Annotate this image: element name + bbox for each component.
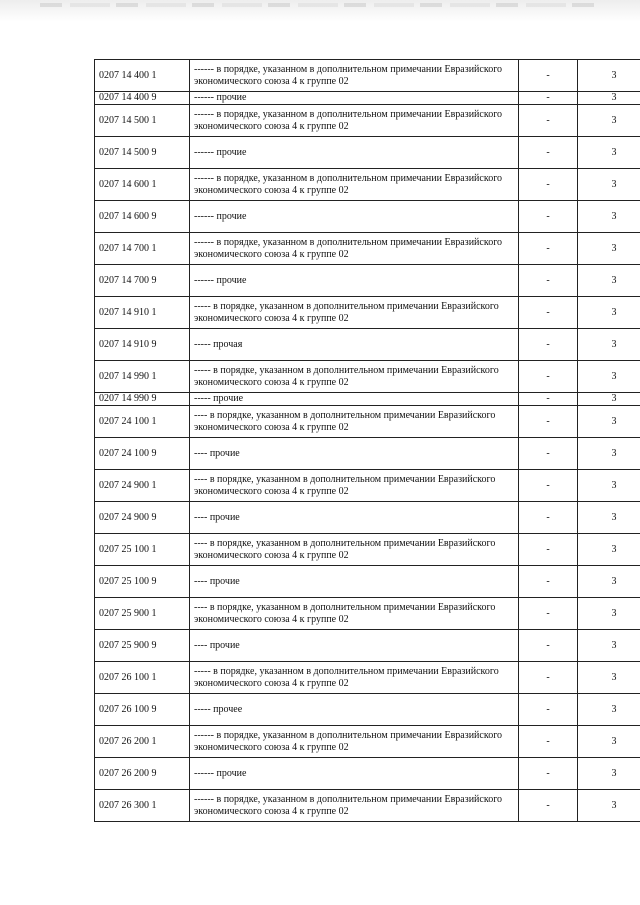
rate-column-2: 3 <box>578 470 640 502</box>
rate-column-1: - <box>519 60 578 92</box>
rate-column-1: - <box>519 438 578 470</box>
rate-column-2: 3 <box>578 297 640 329</box>
commodity-description: ---- в порядке, указанном в дополнительном примечании Евразийского экономического союза 4 к группе 02 <box>190 598 519 630</box>
rate-column-2: 3 <box>578 790 640 822</box>
commodity-code: 0207 14 700 1 <box>95 233 190 265</box>
commodity-code: 0207 25 900 9 <box>95 630 190 662</box>
commodity-code: 0207 26 200 1 <box>95 726 190 758</box>
commodity-code: 0207 24 900 9 <box>95 502 190 534</box>
table-row <box>95 361 640 393</box>
commodity-description: ------ прочие <box>190 137 519 169</box>
commodity-code: 0207 14 910 9 <box>95 329 190 361</box>
rate-column-2: 3 <box>578 694 640 726</box>
rate-column-1: - <box>519 169 578 201</box>
commodity-description: ------ в порядке, указанном в дополнительном примечании Евразийского экономического союза 4 к группе 02 <box>190 105 519 137</box>
table-row <box>95 201 640 233</box>
commodity-code: 0207 14 990 9 <box>95 393 190 406</box>
commodity-description: ----- прочее <box>190 694 519 726</box>
commodity-description: ------ прочие <box>190 201 519 233</box>
commodity-code: 0207 26 300 1 <box>95 790 190 822</box>
rate-column-2: 3 <box>578 566 640 598</box>
table-row <box>95 265 640 297</box>
rate-column-2: 3 <box>578 598 640 630</box>
commodity-code: 0207 24 900 1 <box>95 470 190 502</box>
rate-column-2: 3 <box>578 393 640 406</box>
rate-column-2: 3 <box>578 92 640 105</box>
commodity-description: ------ в порядке, указанном в дополнительном примечании Евразийского экономического союза 4 к группе 02 <box>190 726 519 758</box>
commodity-description: ----- в порядке, указанном в дополнительном примечании Евразийского экономического союза 4 к группе 02 <box>190 361 519 393</box>
commodity-code: 0207 25 100 9 <box>95 566 190 598</box>
commodity-code: 0207 14 500 9 <box>95 137 190 169</box>
commodity-description: ---- в порядке, указанном в дополнительном примечании Евразийского экономического союза 4 к группе 02 <box>190 406 519 438</box>
commodity-description: ------ прочие <box>190 92 519 105</box>
commodity-code: 0207 25 100 1 <box>95 534 190 566</box>
rate-column-1: - <box>519 566 578 598</box>
commodity-code: 0207 24 100 9 <box>95 438 190 470</box>
table-row <box>95 534 640 566</box>
rate-column-2: 3 <box>578 758 640 790</box>
rate-column-1: - <box>519 137 578 169</box>
commodity-description: ------ прочие <box>190 265 519 297</box>
table-row <box>95 92 640 105</box>
scan-edge-shadow <box>0 0 640 22</box>
table-row <box>95 169 640 201</box>
rate-column-2: 3 <box>578 726 640 758</box>
table-row <box>95 470 640 502</box>
commodity-code: 0207 14 990 1 <box>95 361 190 393</box>
rate-column-2: 3 <box>578 105 640 137</box>
rate-column-1: - <box>519 726 578 758</box>
commodity-code: 0207 14 600 9 <box>95 201 190 233</box>
rate-column-2: 3 <box>578 438 640 470</box>
rate-column-2: 3 <box>578 361 640 393</box>
rate-column-1: - <box>519 406 578 438</box>
rate-column-1: - <box>519 694 578 726</box>
rate-column-1: - <box>519 201 578 233</box>
rate-column-1: - <box>519 502 578 534</box>
commodity-description: ------ в порядке, указанном в дополнительном примечании Евразийского экономического союза 4 к группе 02 <box>190 60 519 92</box>
table-row <box>95 790 640 822</box>
rate-column-1: - <box>519 470 578 502</box>
rate-column-1: - <box>519 297 578 329</box>
commodity-description: ---- в порядке, указанном в дополнительном примечании Евразийского экономического союза 4 к группе 02 <box>190 470 519 502</box>
rate-column-1: - <box>519 790 578 822</box>
commodity-code: 0207 14 700 9 <box>95 265 190 297</box>
table-row <box>95 758 640 790</box>
commodity-description: ----- прочие <box>190 393 519 406</box>
commodity-code: 0207 14 500 1 <box>95 105 190 137</box>
table-row <box>95 329 640 361</box>
rate-column-1: - <box>519 630 578 662</box>
table-row <box>95 393 640 406</box>
table-row <box>95 630 640 662</box>
table-row <box>95 566 640 598</box>
table-row <box>95 726 640 758</box>
commodity-code: 0207 14 600 1 <box>95 169 190 201</box>
rate-column-1: - <box>519 105 578 137</box>
commodity-code: 0207 14 910 1 <box>95 297 190 329</box>
rate-column-2: 3 <box>578 233 640 265</box>
commodity-description: ---- прочие <box>190 566 519 598</box>
rate-column-2: 3 <box>578 169 640 201</box>
commodity-code: 0207 25 900 1 <box>95 598 190 630</box>
tariff-table <box>94 59 640 822</box>
rate-column-2: 3 <box>578 265 640 297</box>
rate-column-1: - <box>519 393 578 406</box>
rate-column-1: - <box>519 265 578 297</box>
table-row <box>95 137 640 169</box>
rate-column-1: - <box>519 361 578 393</box>
commodity-description: ----- в порядке, указанном в дополнительном примечании Евразийского экономического союза 4 к группе 02 <box>190 297 519 329</box>
table-row <box>95 662 640 694</box>
rate-column-2: 3 <box>578 630 640 662</box>
rate-column-1: - <box>519 233 578 265</box>
table-row <box>95 598 640 630</box>
rate-column-2: 3 <box>578 502 640 534</box>
rate-column-1: - <box>519 598 578 630</box>
commodity-description: ------ в порядке, указанном в дополнительном примечании Евразийского экономического союза 4 к группе 02 <box>190 233 519 265</box>
rate-column-2: 3 <box>578 534 640 566</box>
commodity-description: ----- прочая <box>190 329 519 361</box>
commodity-description: ----- в порядке, указанном в дополнительном примечании Евразийского экономического союза 4 к группе 02 <box>190 662 519 694</box>
commodity-description: ---- в порядке, указанном в дополнительном примечании Евразийского экономического союза 4 к группе 02 <box>190 534 519 566</box>
rate-column-1: - <box>519 758 578 790</box>
rate-column-2: 3 <box>578 662 640 694</box>
table-row <box>95 502 640 534</box>
commodity-description: ------ прочие <box>190 758 519 790</box>
commodity-description: ------ в порядке, указанном в дополнительном примечании Евразийского экономического союза 4 к группе 02 <box>190 790 519 822</box>
commodity-code: 0207 14 400 9 <box>95 92 190 105</box>
rate-column-1: - <box>519 329 578 361</box>
rate-column-2: 3 <box>578 329 640 361</box>
rate-column-2: 3 <box>578 201 640 233</box>
table-row <box>95 438 640 470</box>
rate-column-1: - <box>519 662 578 694</box>
table-row <box>95 105 640 137</box>
commodity-description: ---- прочие <box>190 630 519 662</box>
rate-column-1: - <box>519 534 578 566</box>
table-row <box>95 694 640 726</box>
table-row <box>95 233 640 265</box>
commodity-description: ---- прочие <box>190 438 519 470</box>
commodity-code: 0207 26 100 9 <box>95 694 190 726</box>
table-row <box>95 406 640 438</box>
rate-column-2: 3 <box>578 406 640 438</box>
table-row <box>95 60 640 92</box>
rate-column-2: 3 <box>578 137 640 169</box>
rate-column-2: 3 <box>578 60 640 92</box>
commodity-code: 0207 26 200 9 <box>95 758 190 790</box>
rate-column-1: - <box>519 92 578 105</box>
commodity-code: 0207 24 100 1 <box>95 406 190 438</box>
commodity-code: 0207 26 100 1 <box>95 662 190 694</box>
table-row <box>95 297 640 329</box>
commodity-description: ---- прочие <box>190 502 519 534</box>
commodity-code: 0207 14 400 1 <box>95 60 190 92</box>
commodity-description: ------ в порядке, указанном в дополнительном примечании Евразийского экономического союза 4 к группе 02 <box>190 169 519 201</box>
